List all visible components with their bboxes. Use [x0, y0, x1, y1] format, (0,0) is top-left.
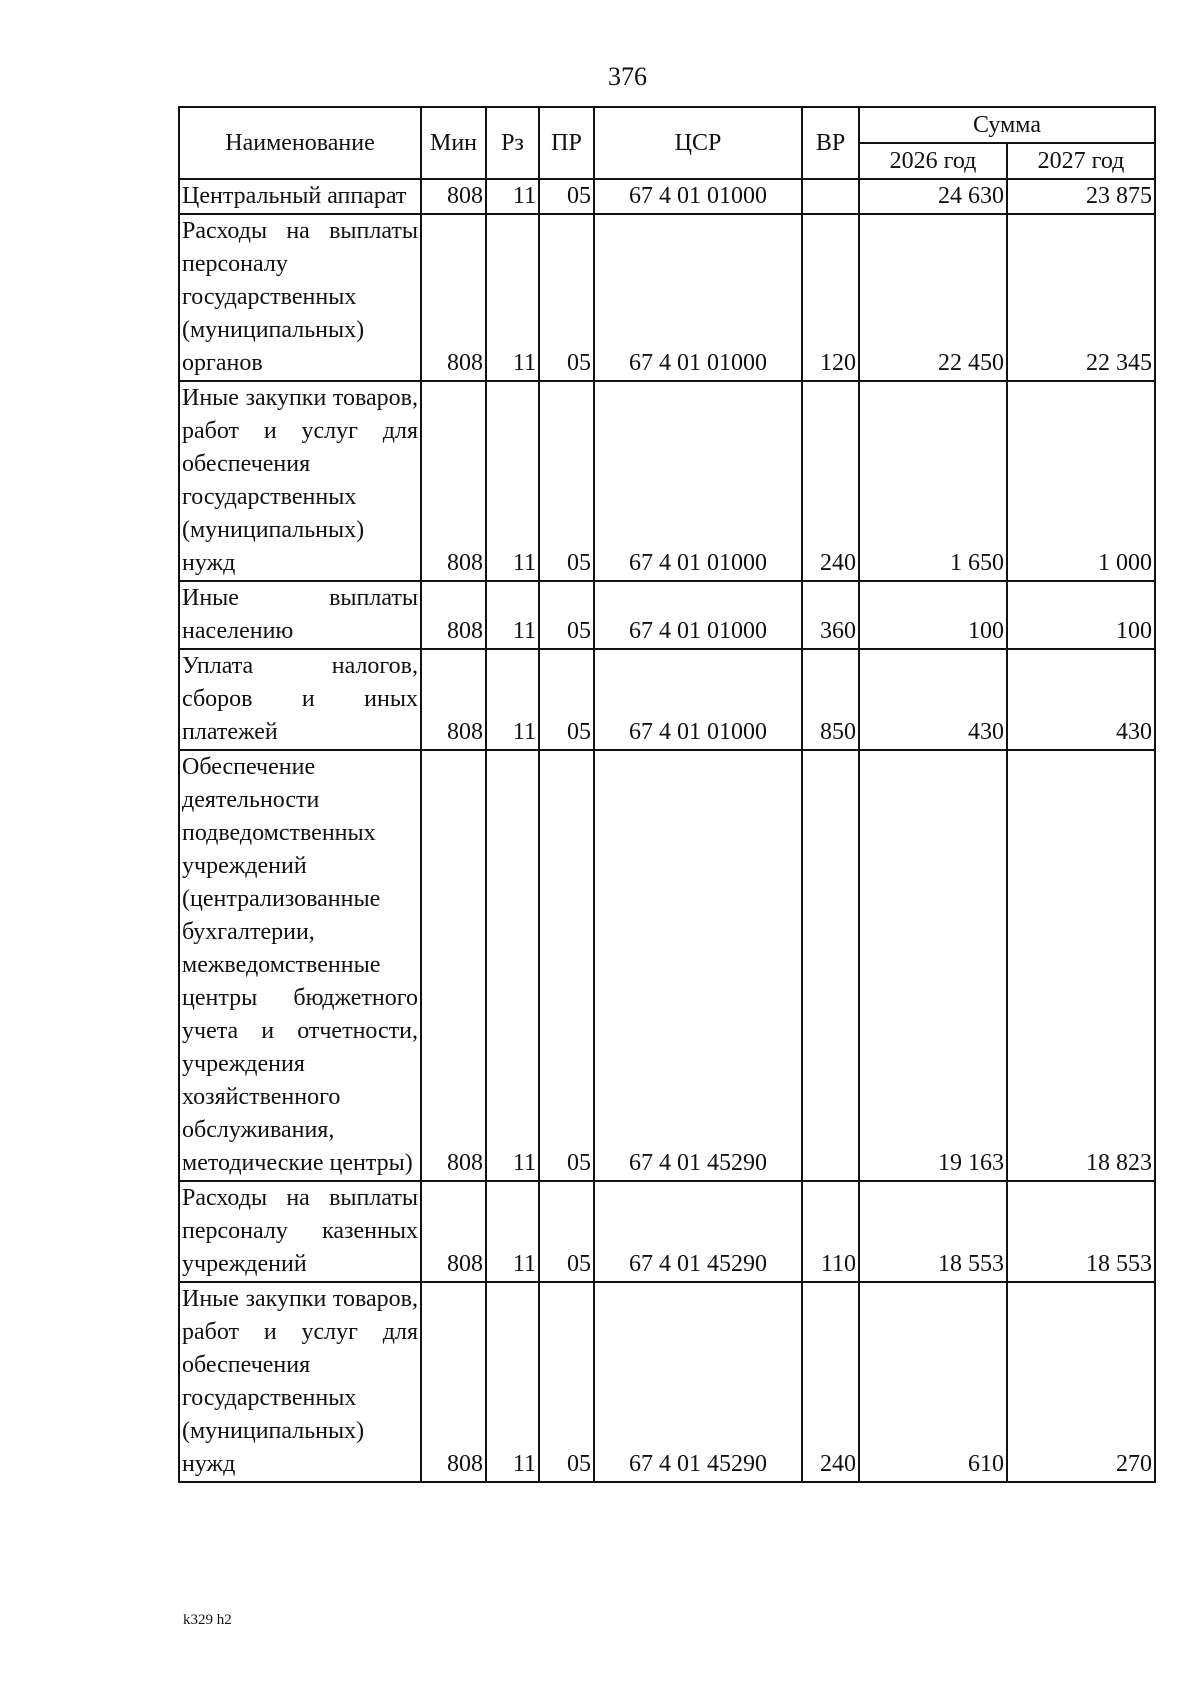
row-pr: 05: [539, 179, 594, 214]
row-sum-2027: 18 553: [1007, 1181, 1155, 1282]
row-sum-2026: 18 553: [859, 1181, 1007, 1282]
row-csr: 67 4 01 01000: [594, 179, 802, 214]
row-csr: 67 4 01 45290: [594, 750, 802, 1181]
row-min: 808: [421, 581, 486, 649]
row-name: Расходы на выплаты персоналу государственных (муниципальных) органов: [179, 214, 421, 381]
row-rz: 11: [486, 649, 539, 750]
table-header: [179, 107, 1155, 179]
header-vr: ВР: [802, 107, 859, 179]
row-vr: 240: [802, 1282, 859, 1482]
row-csr: 67 4 01 01000: [594, 381, 802, 581]
row-min: 808: [421, 381, 486, 581]
table-row: [179, 1181, 1155, 1282]
table-row: [179, 649, 1155, 750]
row-vr: 120: [802, 214, 859, 381]
row-name: Обеспечение деятельности подведомственных учреждений (централизованные бухгалтерии, межведомственные центры бюджетного учета и отчетности, учреждения хозяйственного обслуживания, методические центры): [179, 750, 421, 1181]
row-name: Иные закупки товаров, работ и услуг для обеспечения государственных (муниципальных) нужд: [179, 381, 421, 581]
row-sum-2026: 610: [859, 1282, 1007, 1482]
header-min: Мин: [421, 107, 486, 179]
row-pr: 05: [539, 649, 594, 750]
row-rz: 11: [486, 214, 539, 381]
row-rz: 11: [486, 1282, 539, 1482]
row-vr: 240: [802, 381, 859, 581]
header-pr: ПР: [539, 107, 594, 179]
row-sum-2027: 23 875: [1007, 179, 1155, 214]
header-sum: Сумма: [859, 107, 1155, 143]
row-rz: 11: [486, 381, 539, 581]
row-vr: [802, 750, 859, 1181]
row-pr: 05: [539, 581, 594, 649]
row-sum-2027: 270: [1007, 1282, 1155, 1482]
row-csr: 67 4 01 01000: [594, 214, 802, 381]
row-sum-2026: 1 650: [859, 381, 1007, 581]
row-csr: 67 4 01 01000: [594, 649, 802, 750]
row-min: 808: [421, 649, 486, 750]
row-pr: 05: [539, 1181, 594, 1282]
row-pr: 05: [539, 750, 594, 1181]
row-csr: 67 4 01 01000: [594, 581, 802, 649]
table-row: [179, 1282, 1155, 1482]
row-sum-2026: 22 450: [859, 214, 1007, 381]
row-name: Центральный аппарат: [179, 179, 421, 214]
row-pr: 05: [539, 214, 594, 381]
row-vr: [802, 179, 859, 214]
row-sum-2026: 430: [859, 649, 1007, 750]
row-name: Иные выплаты населению: [179, 581, 421, 649]
row-csr: 67 4 01 45290: [594, 1282, 802, 1482]
table-row: [179, 381, 1155, 581]
row-min: 808: [421, 179, 486, 214]
row-min: 808: [421, 214, 486, 381]
row-name: Расходы на выплаты персоналу казенных учреждений: [179, 1181, 421, 1282]
row-sum-2027: 18 823: [1007, 750, 1155, 1181]
row-csr: 67 4 01 45290: [594, 1181, 802, 1282]
row-min: 808: [421, 750, 486, 1181]
header-year-2027: 2027 год: [1007, 143, 1155, 179]
row-pr: 05: [539, 1282, 594, 1482]
header-year-2026: 2026 год: [859, 143, 1007, 179]
table-row: [179, 750, 1155, 1181]
row-min: 808: [421, 1282, 486, 1482]
row-vr: 110: [802, 1181, 859, 1282]
row-sum-2027: 22 345: [1007, 214, 1155, 381]
row-sum-2027: 430: [1007, 649, 1155, 750]
table-row: [179, 214, 1155, 381]
row-name: Иные закупки товаров, работ и услуг для обеспечения государственных (муниципальных) нужд: [179, 1282, 421, 1482]
header-name: Наименование: [179, 107, 421, 179]
budget-table: [178, 106, 1156, 1483]
table-row: [179, 179, 1155, 214]
row-sum-2026: 24 630: [859, 179, 1007, 214]
page-number: 376: [608, 62, 647, 91]
row-sum-2027: 1 000: [1007, 381, 1155, 581]
row-vr: 360: [802, 581, 859, 649]
footer-code: k329 h2: [183, 1612, 232, 1628]
table-row: [179, 581, 1155, 649]
header-csr: ЦСР: [594, 107, 802, 179]
row-sum-2027: 100: [1007, 581, 1155, 649]
row-name: Уплата налогов, сборов и иных платежей: [179, 649, 421, 750]
row-min: 808: [421, 1181, 486, 1282]
header-rz: Рз: [486, 107, 539, 179]
row-rz: 11: [486, 179, 539, 214]
table-body: [179, 179, 1155, 1482]
row-rz: 11: [486, 581, 539, 649]
row-rz: 11: [486, 750, 539, 1181]
row-rz: 11: [486, 1181, 539, 1282]
row-sum-2026: 19 163: [859, 750, 1007, 1181]
row-pr: 05: [539, 381, 594, 581]
row-sum-2026: 100: [859, 581, 1007, 649]
row-vr: 850: [802, 649, 859, 750]
